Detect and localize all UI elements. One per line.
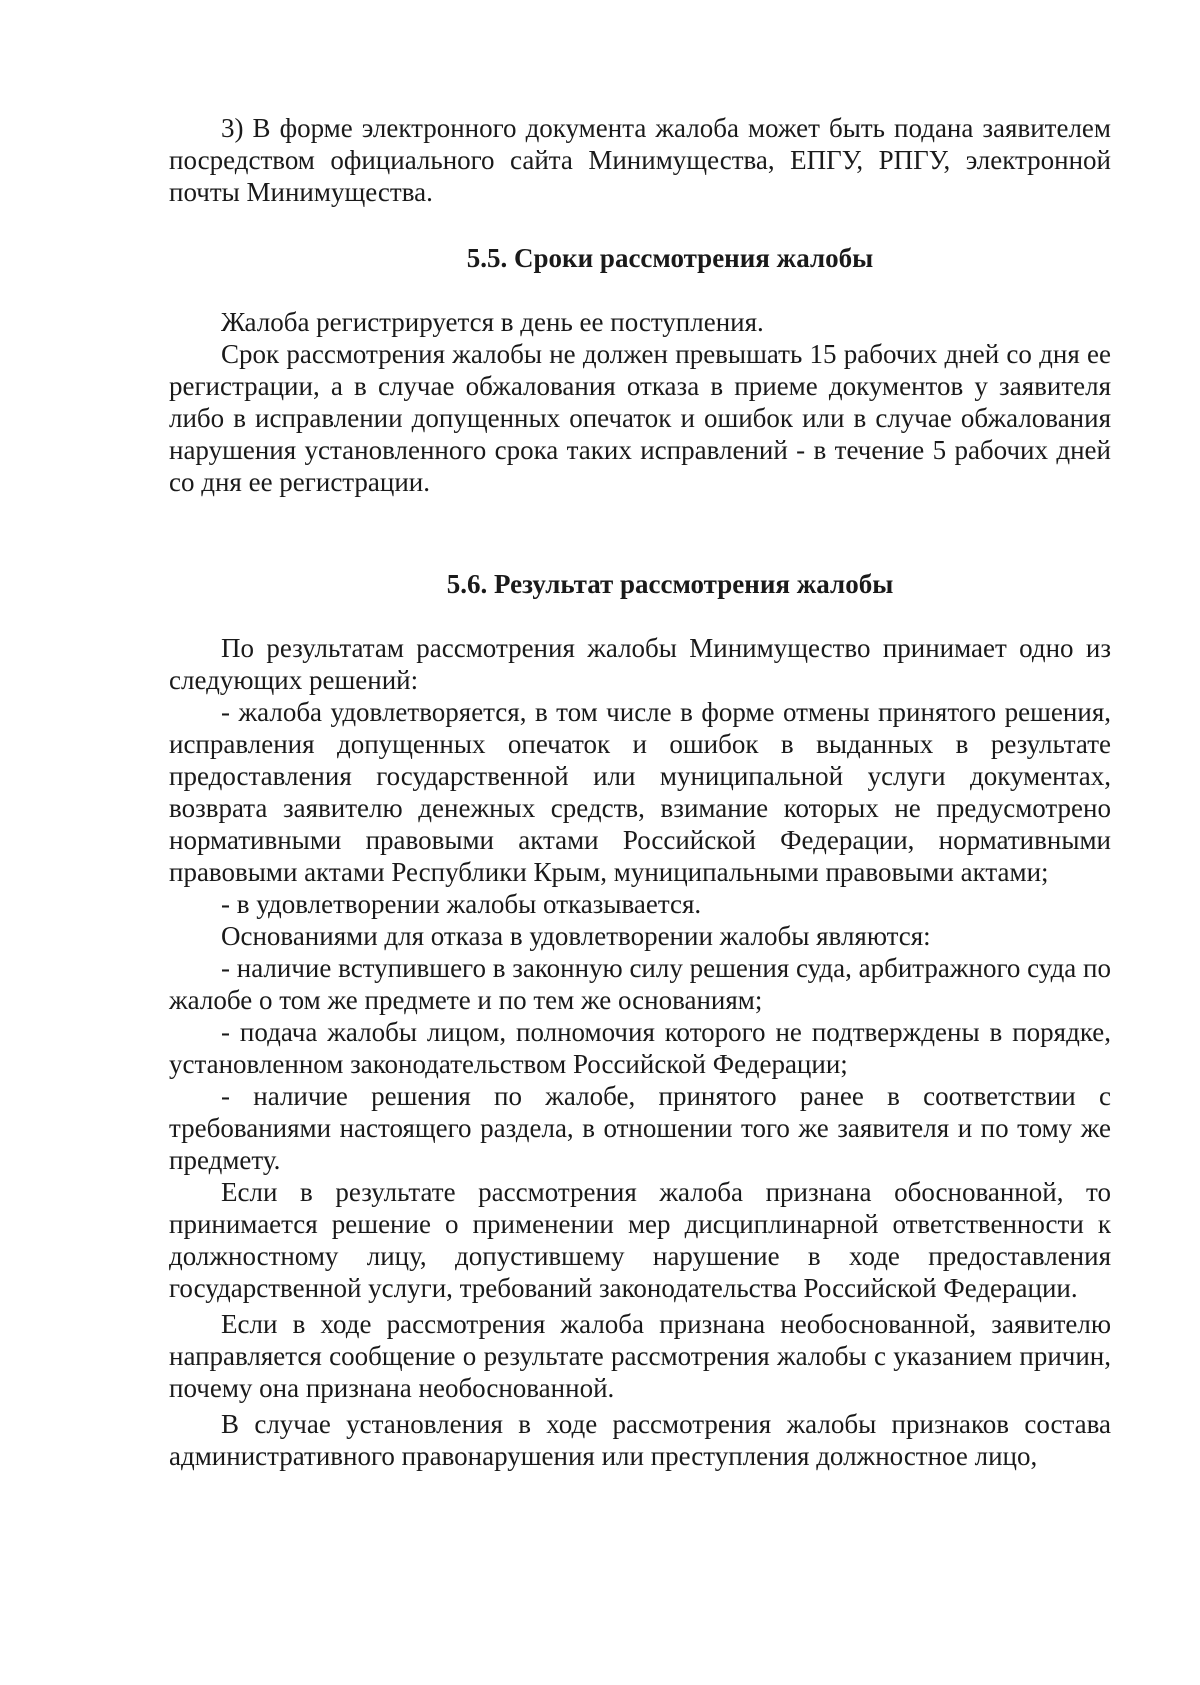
section-5-5-paragraph: Жалоба регистрируется в день ее поступления.: [221, 307, 764, 337]
section-5-6-paragraph: Основаниями для отказа в удовлетворении жалобы являются:: [221, 921, 931, 951]
document-page: [169, 112, 1111, 1472]
section-5-6-paragraph: По результатам рассмотрения жалобы Минимущество принимает одно из следующих решений:: [169, 633, 1111, 695]
section-5-6-list-item: - жалоба удовлетворяется, в том числе в форме отмены принятого решения, исправления допущенных опечаток и ошибок в выданных в результате предоставления государственной или муниципальной услуги документах, возврата заявителю денежных средств, взимание которых не предусмотрено нормативными правовыми актами Российской Федерации, нормативными правовыми актами Республики Крым, муниципальными правовыми актами;: [169, 697, 1111, 887]
section-5-6-heading: 5.6. Результат рассмотрения жалобы: [446, 569, 894, 599]
section-5-6-list-item: - наличие вступившего в законную силу решения суда, арбитражного суда по жалобе о том же предмете и по тем же основаниям;: [169, 953, 1111, 1015]
section-5-6-paragraph: В случае установления в ходе рассмотрения жалобы признаков состава административного правонарушения или преступления должностное лицо,: [169, 1409, 1111, 1471]
section-5-6-list-item: - наличие решения по жалобе, принятого ранее в соответствии с требованиями настоящего раздела, в отношении того же заявителя и по тому же предмету.: [169, 1081, 1111, 1175]
spacer: [169, 600, 1111, 632]
spacer: [169, 208, 1111, 242]
section-5-5-heading: 5.5. Сроки рассмотрения жалобы: [466, 243, 874, 273]
section-5-6-list-item: - в удовлетворении жалобы отказывается.: [221, 889, 702, 919]
spacer: [169, 274, 1111, 306]
section-5-6-paragraph: Если в ходе рассмотрения жалоба признана необоснованной, заявителю направляется сообщение о результате рассмотрения жалобы с указанием причин, почему она признана необоснованной.: [169, 1309, 1111, 1403]
section-5-6-paragraph: Если в результате рассмотрения жалоба признана обоснованной, то принимается решение о применении мер дисциплинарной ответственности к должностному лицу, допустившему нарушение в ходе предоставления государственной услуги, требований законодательства Российской Федерации.: [169, 1177, 1111, 1303]
section-5-6-list-item: - подача жалобы лицом, полномочия которого не подтверждены в порядке, установленном законодательством Российской Федерации;: [169, 1017, 1111, 1079]
section-5-5-paragraph: Срок рассмотрения жалобы не должен превышать 15 рабочих дней со дня ее регистрации, а в случае обжалования отказа в приеме документов у заявителя либо в исправлении допущенных опечаток и ошибок или в случае обжалования нарушения установленного срока таких исправлений - в течение 5 рабочих дней со дня ее регистрации.: [169, 339, 1111, 497]
spacer: [169, 498, 1111, 568]
intro-paragraph: 3) В форме электронного документа жалоба может быть подана заявителем посредством официального сайта Минимущества, ЕПГУ, РПГУ, электронной почты Минимущества.: [169, 113, 1111, 207]
